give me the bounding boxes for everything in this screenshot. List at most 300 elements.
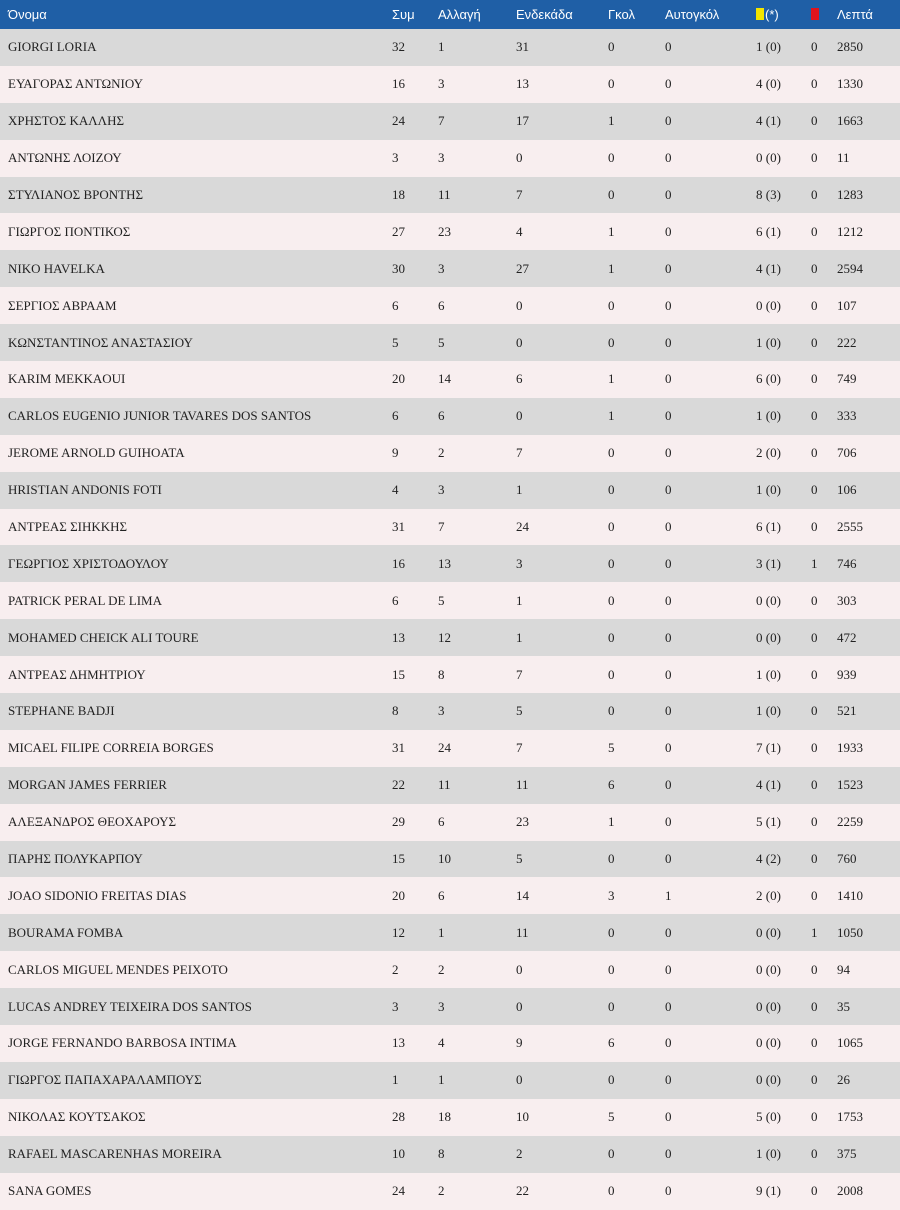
table-row [0,877,900,914]
cell-xi: 22 [516,1183,529,1199]
cell-apps: 15 [392,666,405,682]
table-row [0,767,900,804]
cell-own-goals: 0 [665,814,672,830]
cell-minutes: 1283 [837,187,863,202]
cell-minutes: 1212 [837,223,863,239]
cell-xi: 23 [516,814,529,830]
cell-own-goals: 0 [665,482,672,498]
cell-own-goals: 0 [665,592,672,608]
cell-name[interactable]: JEROME ARNOLD GUIHOATA [8,445,185,461]
table-row [0,287,900,324]
cell-sub: 3 [438,150,445,166]
cell-goals: 1 [608,113,615,129]
cell-sub: 11 [438,777,451,793]
cell-red: 0 [811,887,818,903]
cell-xi: 5 [516,851,523,867]
cell-name[interactable]: ΓΙΩΡΓΟΣ ΠΟΝΤΙΚΟΣ [8,223,131,239]
cell-apps: 9 [392,445,399,461]
table-row [0,619,900,656]
table-row [0,140,900,177]
cell-minutes: 706 [837,445,857,461]
cell-minutes: 2850 [837,39,863,55]
cell-red: 0 [811,1072,818,1088]
cell-xi: 10 [516,1109,529,1125]
cell-sub: 6 [438,887,445,903]
cell-yellow: 0 (0) [756,629,781,645]
cell-minutes: 1065 [837,1035,863,1051]
cell-xi: 7 [516,740,523,756]
cell-name[interactable]: ΕΥΑΓΟΡΑΣ ΑΝΤΩΝΙΟΥ [8,76,144,92]
cell-apps: 20 [392,371,405,387]
cell-name[interactable]: GIORGI LORIA [8,39,97,55]
cell-goals: 0 [608,39,615,55]
cell-own-goals: 0 [665,998,672,1014]
cell-xi: 11 [516,924,529,940]
cell-red: 0 [811,814,818,830]
cell-sub: 3 [438,76,445,92]
cell-minutes: 760 [837,851,857,867]
cell-xi: 0 [516,334,523,350]
cell-yellow: 1 (0) [756,408,781,424]
cell-own-goals: 0 [665,1109,672,1125]
cell-own-goals: 0 [665,76,672,92]
cell-xi: 0 [516,150,523,166]
cell-goals: 0 [608,519,615,535]
cell-own-goals: 0 [665,1035,672,1051]
cell-yellow: 1 (0) [756,1146,781,1162]
cell-apps: 1 [392,1072,399,1088]
cell-red: 0 [811,703,818,719]
cell-xi: 31 [516,39,529,55]
cell-name[interactable]: MICAEL FILIPE CORREIA BORGES [8,740,214,756]
cell-name[interactable]: ΣΕΡΓΙΟΣ ΑΒΡΑΑΜ [8,297,117,313]
cell-sub: 14 [438,371,451,387]
cell-minutes: 303 [837,592,857,608]
cell-goals: 6 [608,777,615,793]
cell-red: 0 [811,1183,818,1199]
table-row [0,177,900,214]
cell-apps: 31 [392,740,405,756]
cell-red: 0 [811,39,818,55]
cell-yellow: 1 (0) [756,334,781,350]
cell-xi: 11 [516,777,529,793]
cell-own-goals: 0 [665,666,672,682]
cell-own-goals: 0 [665,150,672,166]
cell-xi: 1 [516,592,523,608]
cell-name[interactable]: MOHAMED CHEICK ALI TOURE [8,629,199,645]
header-goals[interactable]: Γκολ [608,7,635,22]
cell-apps: 3 [392,998,399,1014]
cell-sub: 6 [438,297,445,313]
cell-apps: 13 [392,629,405,645]
header-minutes[interactable]: Λεπτά [837,7,873,22]
cell-own-goals: 0 [665,777,672,793]
cell-minutes: 333 [837,408,857,424]
cell-name[interactable]: JORGE FERNANDO BARBOSA INTIMA [8,1035,237,1051]
cell-minutes: 11 [837,150,850,166]
cell-own-goals: 0 [665,703,672,719]
cell-name[interactable]: ΣΤΥΛΙΑΝΟΣ ΒΡΟΝΤΗΣ [8,187,144,202]
cell-name[interactable]: ΧΡΗΣΤΟΣ ΚΑΛΛΗΣ [8,113,125,129]
header-apps[interactable]: Συμ [392,7,415,22]
cell-goals: 1 [608,260,615,276]
cell-yellow: 4 (1) [756,777,781,793]
cell-apps: 16 [392,555,405,571]
table-row [0,361,900,398]
cell-minutes: 26 [837,1072,850,1088]
cell-yellow: 7 (1) [756,740,781,756]
cell-yellow: 4 (1) [756,260,781,276]
cell-goals: 1 [608,223,615,239]
cell-xi: 3 [516,555,523,571]
cell-red: 0 [811,592,818,608]
cell-sub: 4 [438,1035,445,1051]
cell-apps: 27 [392,223,405,239]
cell-name[interactable]: ΑΝΤΡΕΑΣ ΣΙΗΚΚΗΣ [8,519,128,535]
cell-minutes: 472 [837,629,857,645]
cell-name[interactable]: MORGAN JAMES FERRIER [8,777,167,793]
cell-red: 1 [811,924,818,940]
cell-own-goals: 0 [665,223,672,239]
cell-minutes: 939 [837,666,857,682]
cell-apps: 6 [392,592,399,608]
cell-yellow: 1 (0) [756,39,781,55]
header-red[interactable] [811,0,837,29]
cell-minutes: 2555 [837,519,863,535]
cell-apps: 24 [392,113,405,129]
yellow-card-icon [756,8,764,20]
cell-sub: 10 [438,851,451,867]
header-yellow-suffix: (*) [765,7,779,22]
cell-red: 0 [811,260,818,276]
table-row [0,398,900,435]
cell-goals: 0 [608,187,615,202]
cell-xi: 0 [516,297,523,313]
cell-minutes: 375 [837,1146,857,1162]
header-own-goals[interactable]: Αυτογκόλ [665,7,720,22]
cell-own-goals: 0 [665,851,672,867]
table-row [0,435,900,472]
table-row [0,730,900,767]
cell-red: 0 [811,666,818,682]
cell-yellow: 0 (0) [756,998,781,1014]
cell-yellow: 0 (0) [756,150,781,166]
cell-sub: 24 [438,740,451,756]
cell-minutes: 2594 [837,260,863,276]
cell-yellow: 0 (0) [756,1072,781,1088]
cell-name[interactable]: RAFAEL MASCARENHAS MOREIRA [8,1146,222,1162]
cell-red: 0 [811,851,818,867]
cell-sub: 7 [438,519,445,535]
cell-sub: 2 [438,961,445,977]
cell-goals: 5 [608,740,615,756]
table-row [0,1136,900,1173]
cell-apps: 3 [392,150,399,166]
cell-yellow: 0 (0) [756,961,781,977]
cell-own-goals: 0 [665,740,672,756]
cell-xi: 4 [516,223,523,239]
cell-minutes: 1410 [837,887,863,903]
cell-minutes: 107 [837,297,857,313]
cell-own-goals: 0 [665,1146,672,1162]
cell-own-goals: 0 [665,39,672,55]
cell-goals: 0 [608,998,615,1014]
cell-minutes: 1523 [837,777,863,793]
cell-goals: 1 [608,814,615,830]
cell-sub: 1 [438,39,445,55]
cell-name[interactable]: PATRICK PERAL DE LIMA [8,592,162,608]
table-row [0,1025,900,1062]
cell-name[interactable]: ΑΝΤΩΝΗΣ ΛΟΙΖΟΥ [8,150,122,166]
cell-name[interactable]: CARLOS MIGUEL MENDES PEIXOTO [8,961,228,977]
table-row [0,103,900,140]
cell-name[interactable]: ΝΙΚΟΛΑΣ ΚΟΥΤΣΑΚΟΣ [8,1109,146,1125]
cell-yellow: 6 (1) [756,519,781,535]
cell-apps: 6 [392,408,399,424]
cell-name[interactable]: ΓΕΩΡΓΙΟΣ ΧΡΙΣΤΟΔΟΥΛΟΥ [8,555,169,571]
cell-yellow: 4 (2) [756,851,781,867]
cell-goals: 1 [608,408,615,424]
table-row [0,988,900,1025]
table-row [0,582,900,619]
cell-apps: 13 [392,1035,405,1051]
cell-goals: 3 [608,887,615,903]
cell-red: 0 [811,740,818,756]
cell-goals: 0 [608,150,615,166]
table-row [0,1099,900,1136]
cell-sub: 2 [438,445,445,461]
cell-own-goals: 0 [665,113,672,129]
cell-goals: 0 [608,76,615,92]
cell-sub: 6 [438,814,445,830]
table-row [0,914,900,951]
cell-xi: 27 [516,260,529,276]
cell-own-goals: 0 [665,1183,672,1199]
cell-goals: 0 [608,961,615,977]
cell-xi: 9 [516,1035,523,1051]
table-header-row [0,0,900,29]
cell-yellow: 8 (3) [756,187,781,202]
cell-apps: 22 [392,777,405,793]
cell-own-goals: 0 [665,519,672,535]
table-row [0,250,900,287]
cell-red: 0 [811,1035,818,1051]
cell-minutes: 746 [837,555,857,571]
cell-goals: 0 [608,1183,615,1199]
cell-minutes: 35 [837,998,850,1014]
cell-sub: 3 [438,260,445,276]
cell-xi: 13 [516,76,529,92]
cell-apps: 5 [392,334,399,350]
cell-yellow: 2 (0) [756,445,781,461]
cell-minutes: 106 [837,482,857,498]
cell-apps: 4 [392,482,399,498]
cell-sub: 8 [438,1146,445,1162]
cell-red: 0 [811,297,818,313]
header-xi[interactable]: Ενδεκάδα [516,7,573,22]
cell-name[interactable]: KARIM MEKKAOUI [8,371,126,387]
table-row [0,1173,900,1210]
cell-red: 0 [811,408,818,424]
cell-minutes: 1663 [837,113,863,129]
cell-red: 0 [811,371,818,387]
cell-yellow: 5 (0) [756,1109,781,1125]
cell-xi: 0 [516,998,523,1014]
cell-sub: 12 [438,629,451,645]
cell-goals: 0 [608,703,615,719]
cell-minutes: 1330 [837,76,863,92]
table-row [0,804,900,841]
cell-name[interactable]: ΚΩΝΣΤΑΝΤΙΝΟΣ ΑΝΑΣΤΑΣΙΟΥ [8,334,193,350]
cell-name[interactable]: SANA GOMES [8,1183,92,1199]
cell-own-goals: 0 [665,1072,672,1088]
cell-xi: 14 [516,887,529,903]
table-row [0,213,900,250]
cell-own-goals: 0 [665,187,672,202]
table-row [0,545,900,582]
cell-xi: 6 [516,371,523,387]
cell-sub: 6 [438,408,445,424]
cell-name[interactable]: NIKO HAVELKA [8,260,105,276]
cell-name[interactable]: ΓΙΩΡΓΟΣ ΠΑΠΑΧΑΡΑΛΑΜΠΟΥΣ [8,1072,202,1088]
cell-apps: 16 [392,76,405,92]
cell-apps: 6 [392,297,399,313]
cell-red: 0 [811,482,818,498]
cell-goals: 0 [608,592,615,608]
cell-minutes: 222 [837,334,857,350]
cell-minutes: 749 [837,371,857,387]
cell-red: 0 [811,113,818,129]
table-row [0,472,900,509]
cell-own-goals: 0 [665,371,672,387]
table-row [0,324,900,361]
cell-name[interactable]: ΠΑΡΗΣ ΠΟΛΥΚΑΡΠΟΥ [8,851,143,867]
cell-own-goals: 0 [665,555,672,571]
cell-red: 0 [811,445,818,461]
cell-apps: 30 [392,260,405,276]
cell-xi: 1 [516,482,523,498]
cell-xi: 7 [516,666,523,682]
cell-sub: 3 [438,482,445,498]
cell-sub: 3 [438,998,445,1014]
cell-name[interactable]: ΑΛΕΞΑΝΔΡΟΣ ΘΕΟΧΑΡΟΥΣ [8,814,177,830]
cell-sub: 13 [438,555,451,571]
cell-minutes: 521 [837,703,857,719]
cell-sub: 5 [438,592,445,608]
cell-apps: 32 [392,39,405,55]
cell-name[interactable]: LUCAS ANDREY TEIXEIRA DOS SANTOS [8,998,252,1014]
table-row [0,1062,900,1099]
cell-xi: 24 [516,519,529,535]
header-name[interactable]: Όνομα [8,7,47,22]
cell-goals: 0 [608,482,615,498]
cell-yellow: 4 (1) [756,113,781,129]
cell-name[interactable]: BOURAMA FOMBA [8,924,124,940]
cell-red: 0 [811,777,818,793]
cell-red: 0 [811,150,818,166]
cell-yellow: 0 (0) [756,1035,781,1051]
cell-red: 1 [811,555,818,571]
cell-goals: 0 [608,629,615,645]
cell-red: 0 [811,629,818,645]
header-sub[interactable]: Αλλαγή [438,7,481,22]
cell-sub: 7 [438,113,445,129]
cell-name[interactable]: HRISTIAN ANDONIS FOTI [8,482,162,498]
cell-xi: 0 [516,1072,523,1088]
cell-yellow: 2 (0) [756,887,781,903]
cell-goals: 0 [608,555,615,571]
cell-own-goals: 0 [665,924,672,940]
cell-yellow: 0 (0) [756,592,781,608]
cell-goals: 6 [608,1035,615,1051]
cell-name[interactable]: STEPHANE BADJI [8,703,115,719]
cell-red: 0 [811,334,818,350]
cell-minutes: 94 [837,961,850,977]
cell-minutes: 2008 [837,1183,863,1199]
cell-own-goals: 0 [665,334,672,350]
cell-red: 0 [811,76,818,92]
cell-xi: 5 [516,703,523,719]
table-row [0,693,900,730]
cell-minutes: 2259 [837,814,863,830]
cell-xi: 0 [516,961,523,977]
cell-name[interactable]: JOAO SIDONIO FREITAS DIAS [8,887,187,903]
cell-yellow: 1 (0) [756,482,781,498]
cell-red: 0 [811,1109,818,1125]
cell-red: 0 [811,998,818,1014]
table-row [0,29,900,66]
cell-apps: 18 [392,187,405,202]
cell-apps: 12 [392,924,405,940]
cell-apps: 8 [392,703,399,719]
cell-minutes: 1933 [837,740,863,756]
cell-sub: 2 [438,1183,445,1199]
cell-xi: 1 [516,629,523,645]
cell-sub: 11 [438,187,451,202]
cell-red: 0 [811,1146,818,1162]
cell-yellow: 3 (1) [756,555,781,571]
cell-xi: 2 [516,1146,523,1162]
cell-apps: 2 [392,961,399,977]
cell-yellow: 0 (0) [756,924,781,940]
cell-minutes: 1050 [837,924,863,940]
cell-yellow: 6 (0) [756,371,781,387]
cell-minutes: 1753 [837,1109,863,1125]
cell-name[interactable]: ΑΝΤΡΕΑΣ ΔΗΜΗΤΡΙΟΥ [8,666,146,682]
cell-goals: 5 [608,1109,615,1125]
header-yellow[interactable] [756,0,811,29]
cell-red: 0 [811,961,818,977]
cell-sub: 8 [438,666,445,682]
cell-own-goals: 0 [665,961,672,977]
cell-xi: 0 [516,408,523,424]
cell-apps: 24 [392,1183,405,1199]
cell-apps: 10 [392,1146,405,1162]
cell-yellow: 4 (0) [756,76,781,92]
cell-sub: 1 [438,924,445,940]
cell-goals: 0 [608,445,615,461]
cell-red: 0 [811,223,818,239]
cell-yellow: 9 (1) [756,1183,781,1199]
cell-own-goals: 0 [665,629,672,645]
table-row [0,951,900,988]
cell-apps: 28 [392,1109,405,1125]
cell-red: 0 [811,187,818,202]
cell-name[interactable]: CARLOS EUGENIO JUNIOR TAVARES DOS SANTOS [8,408,312,424]
cell-goals: 1 [608,371,615,387]
cell-sub: 5 [438,334,445,350]
cell-sub: 18 [438,1109,451,1125]
